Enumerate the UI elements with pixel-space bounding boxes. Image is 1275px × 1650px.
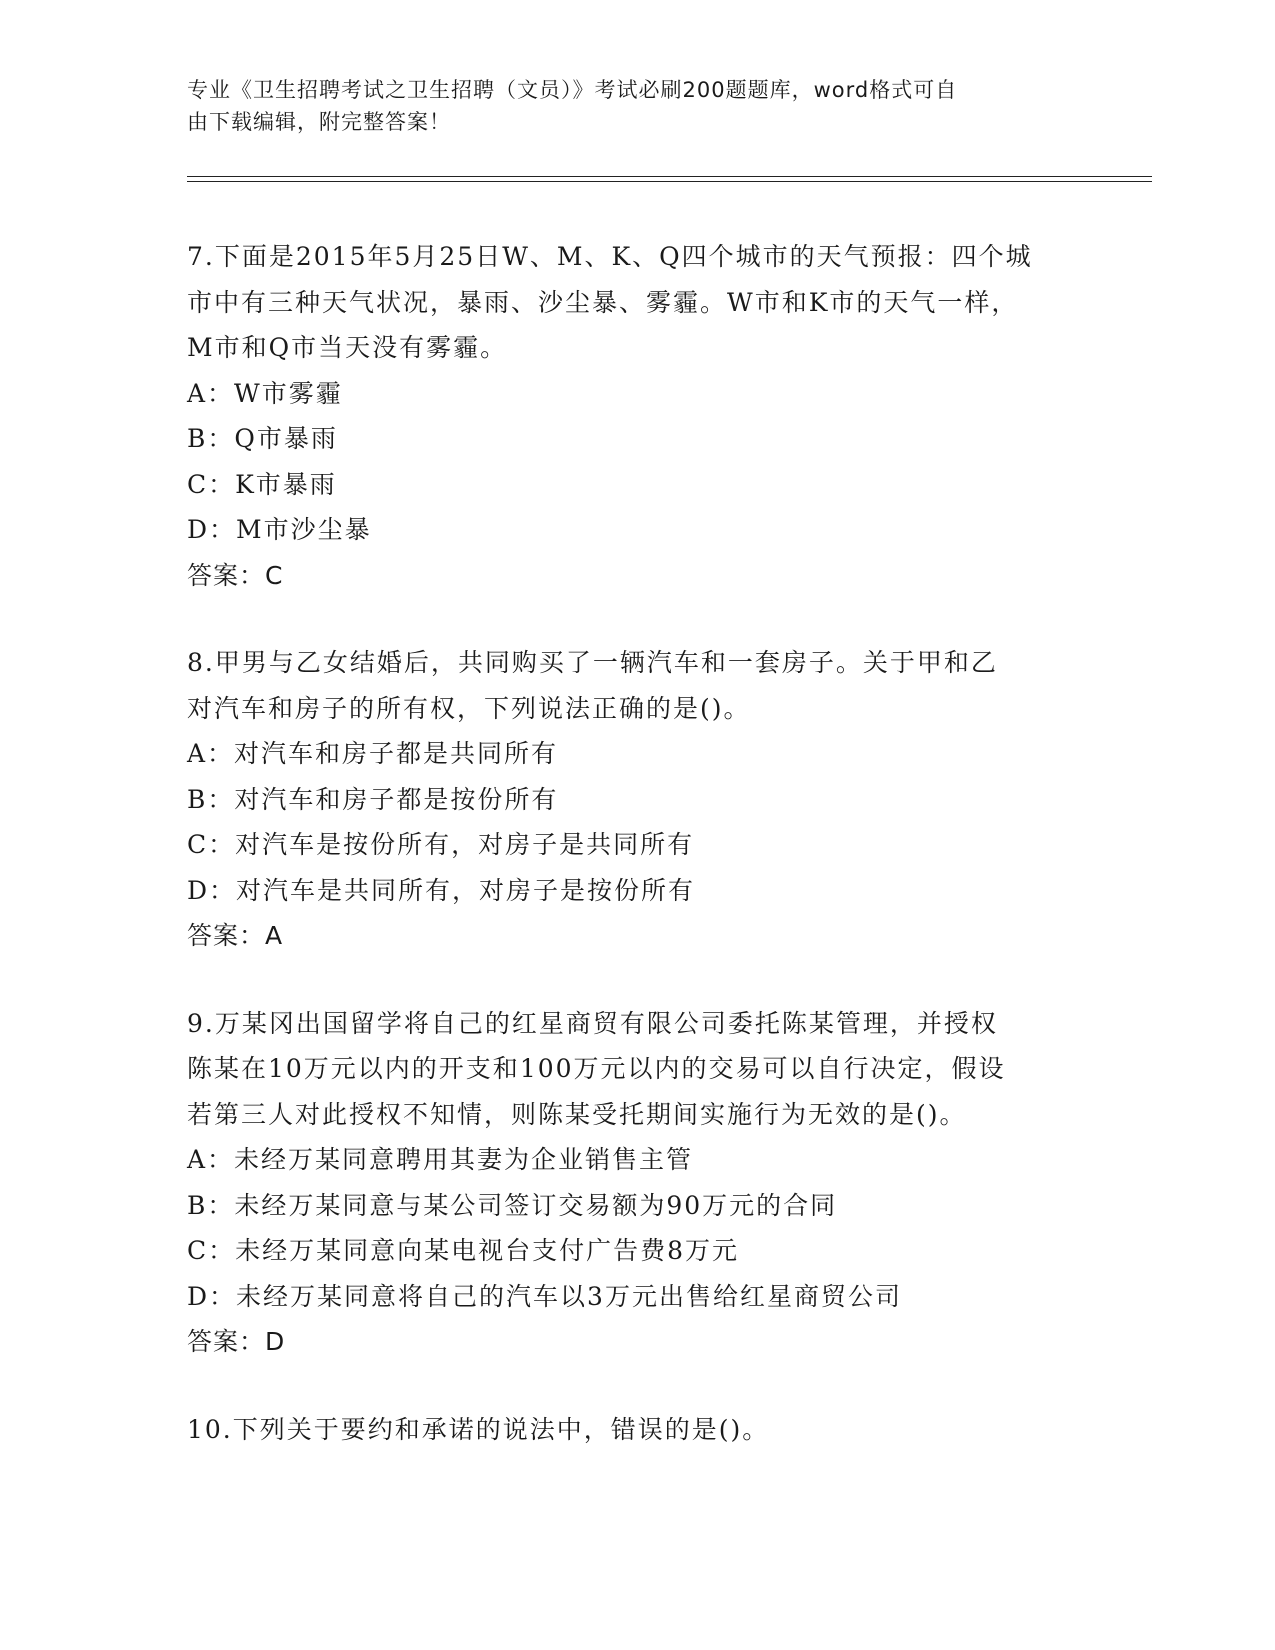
question-stem-line: 10.下列关于要约和承诺的说法中，错误的是()。 [187,1414,770,1444]
question-option: D：对汽车是共同所有，对房子是按份所有 [187,875,696,905]
question-option: B：未经万某同意与某公司签订交易额为90万元的合同 [187,1190,838,1220]
question-block [187,234,1087,598]
question-option: A：未经万某同意聘用其妻为企业销售主管 [187,1145,694,1174]
question-stem-line: 8.甲男与乙女结婚后，共同购买了一辆汽车和一套房子。关于甲和乙 [187,648,998,677]
question-option: A：W市雾霾 [187,378,343,408]
question-stem-line: 对汽车和房子的所有权，下列说法正确的是()。 [187,693,751,723]
question-block [187,1407,1087,1453]
question-option: C：K市暴雨 [187,469,337,499]
question-option: D：M市沙尘暴 [187,515,372,544]
question-option: D：未经万某同意将自己的汽车以3万元出售给红星商贸公司 [187,1281,902,1311]
question-stem-line: M市和Q市当天没有雾霾。 [187,333,508,362]
question-option: B：对汽车和房子都是按份所有 [187,784,559,814]
question-stem-line: 陈某在10万元以内的开支和100万元以内的交易可以自行决定，假设 [187,1054,1006,1083]
question-stem-line: 7.下面是2015年5月25日W、M、K、Q四个城市的天气预报：四个城 [187,242,1033,271]
question-option: C：对汽车是按份所有，对房子是共同所有 [187,830,695,859]
question-list [187,234,1087,1494]
header-line-2: 由下载编辑，附完整答案！ [187,110,451,134]
document-header [187,74,1067,138]
question-answer: 答案：D [187,1327,286,1356]
question-option: A：对汽车和房子都是共同所有 [187,739,559,768]
question-answer: 答案：C [187,560,284,590]
question-block [187,640,1087,959]
question-stem-line: 若第三人对此授权不知情，则陈某受托期间实施行为无效的是()。 [187,1099,967,1129]
question-answer: 答案：A [187,921,284,950]
question-option: B：Q市暴雨 [187,424,338,453]
question-option: C：未经万某同意向某电视台支付广告费8万元 [187,1236,740,1265]
header-divider-bottom [187,181,1152,182]
question-stem-line: 市中有三种天气状况，暴雨、沙尘暴、雾霾。W市和K市的天气一样， [187,287,1019,317]
question-block [187,1001,1087,1365]
question-stem-line: 9.万某冈出国留学将自己的红星商贸有限公司委托陈某管理，并授权 [187,1008,998,1038]
header-divider-top [187,176,1152,177]
header-line-1: 专业《卫生招聘考试之卫生招聘（文员）》考试必刷200题题库，word格式可自 [187,78,958,102]
